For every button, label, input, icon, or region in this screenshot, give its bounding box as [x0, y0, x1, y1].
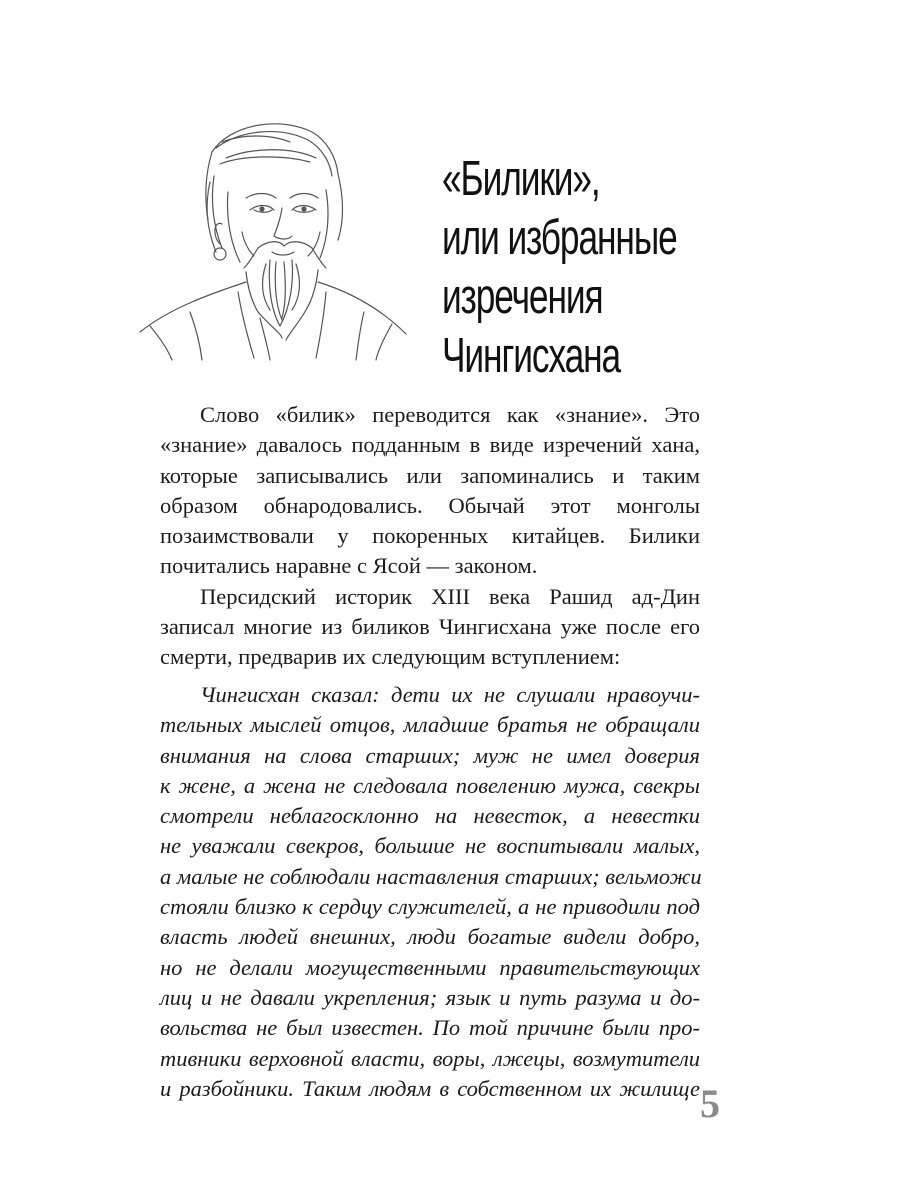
title-line: изречения — [442, 270, 603, 324]
quote-line: Чингисхан сказал: дети их не слушали нравоучи- — [200, 682, 700, 707]
quote-line: а малые не соблюдали наставления старших; вельможи — [160, 863, 702, 889]
page-number: 5 — [700, 1081, 720, 1126]
quote-line: и разбойники. Таким людям в собственном их жилище — [160, 1075, 700, 1101]
title-line: Чингисхана — [442, 329, 621, 383]
quote-line: тивники верховной власти, воры, лжецы, возмутители — [160, 1045, 700, 1071]
quote-block — [160, 680, 700, 1104]
intro-paragraph: Персидский историк XIII века Рашид ад-Дин записал многие из биликов Чингисхана уже после его смерти, предварив их следующим вступлением: — [160, 583, 700, 670]
quote-line: но не делали могущественными правительствующих — [160, 954, 700, 980]
title-line: или избранные — [442, 211, 677, 265]
quote-line: вольства не был известен. По той причине были про- — [160, 1015, 700, 1041]
quote-line: смотрели неблагосклонно на невесток, а невестки — [160, 803, 700, 829]
chapter-title — [442, 150, 677, 386]
quote-line: не уважали свекров, большие не воспитывали малых, — [160, 833, 700, 859]
quote-line: к жене, а жена не следовала повелению мужа, свекры — [160, 772, 700, 798]
genghis-khan-portrait-icon — [130, 112, 410, 362]
intro-paragraph: Слово «билик» переводится как «знание». Это «знание» давалось подданным в виде изречений хана, которые записывались или запоминались и таким образом обнародовались. Обычай этот монголы позаимствовали у покоренных китайцев. Билики почитались наравне с Ясой — законом. — [160, 402, 700, 579]
quote-line: стояли близко к сердцу служителей, а не приводили под — [160, 894, 700, 920]
quote-line: лиц и не давали укрепления; язык и путь разума и до- — [160, 984, 700, 1010]
intro-text — [160, 400, 700, 673]
quote-line: тельных мыслей отцов, младшие братья не обращали — [160, 712, 700, 738]
quote-line: внимания на слова старших; муж не имел доверия — [160, 742, 700, 768]
title-line: «Билики», — [442, 152, 600, 206]
quote-line: власть людей внешних, люди богатые видели добро, — [160, 924, 700, 950]
